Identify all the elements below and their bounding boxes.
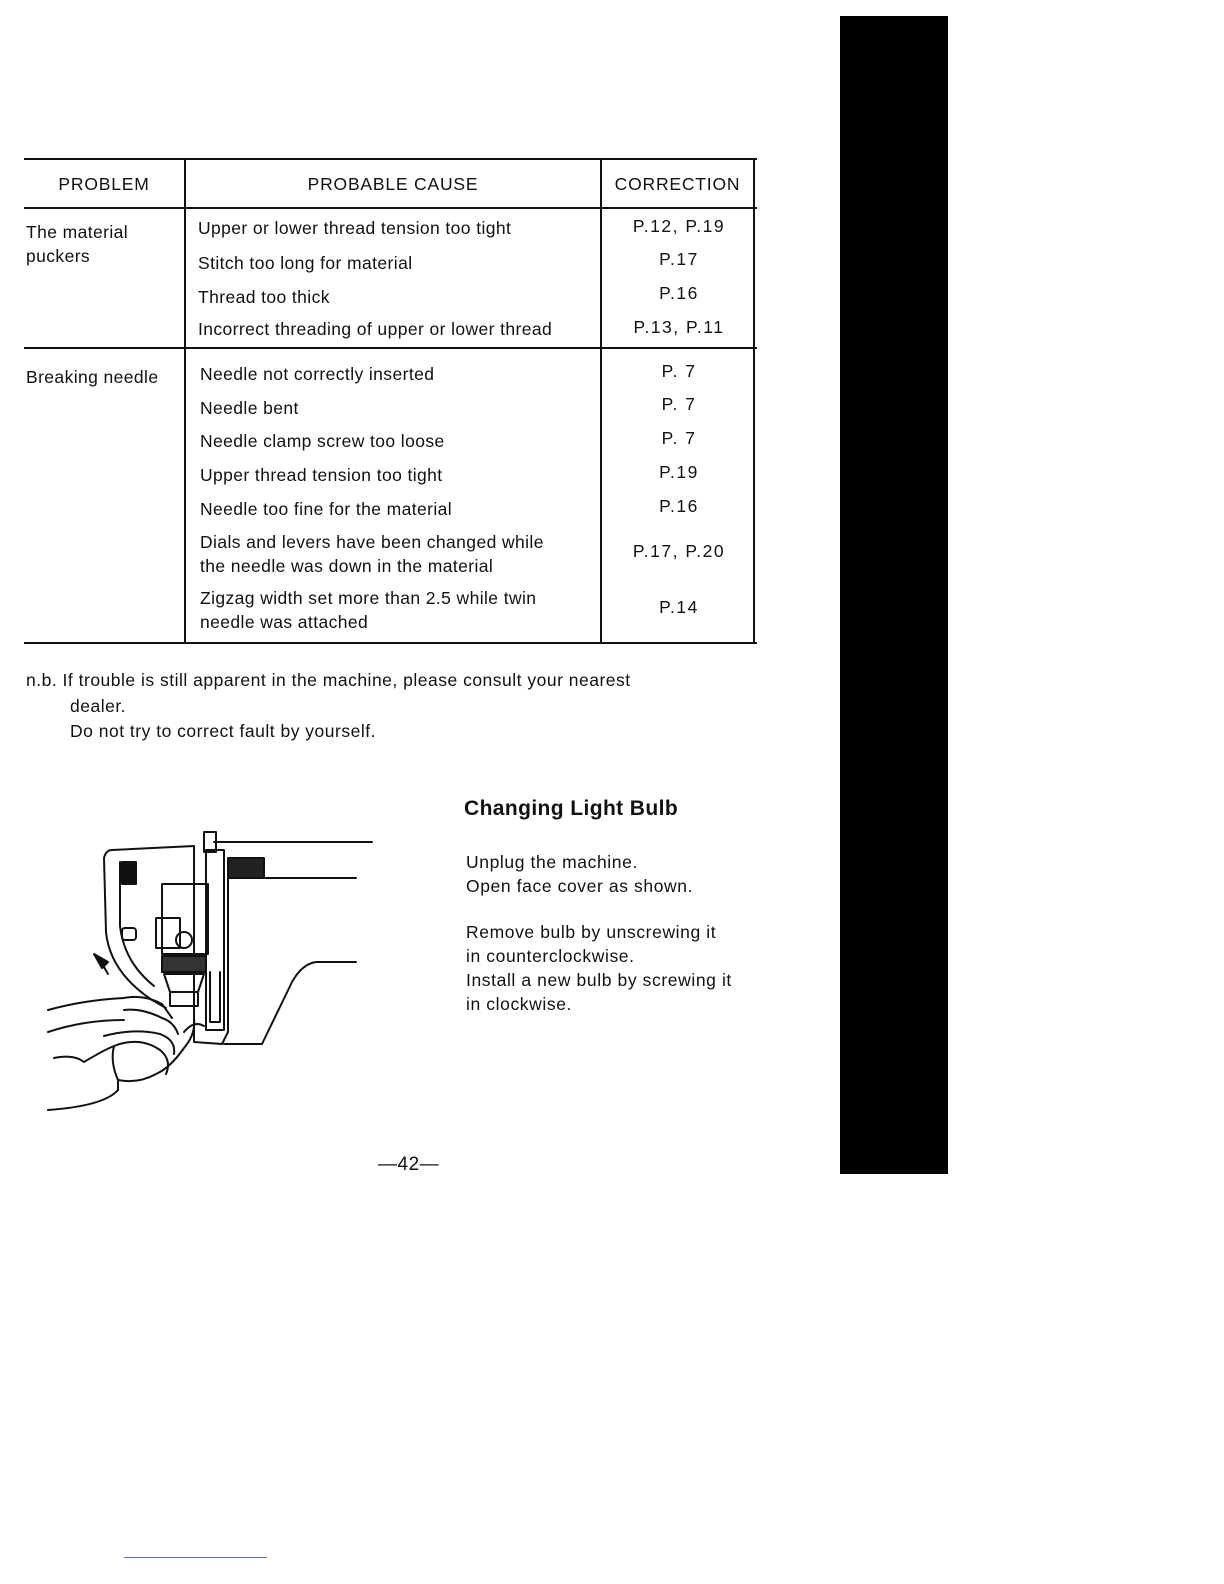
correction-cell: P.16 xyxy=(659,283,699,303)
instruction-paragraph xyxy=(466,850,693,898)
instruction-line: Remove bulb by unscrewing it xyxy=(466,922,717,942)
problem-line: Breaking needle xyxy=(26,367,159,387)
cause-line: Dials and levers have been changed while xyxy=(200,532,544,552)
correction-cell: P.17, P.20 xyxy=(632,541,726,561)
header-problem: PROBLEM xyxy=(58,174,150,194)
correction-cell: P.12, P.19 xyxy=(632,216,726,236)
instruction-line: Open face cover as shown. xyxy=(466,876,694,896)
correction-cell: P.13, P.11 xyxy=(633,317,725,337)
section-title: Changing Light Bulb xyxy=(464,797,679,820)
problem-breaking-needle xyxy=(26,365,158,389)
instruction-line: in counterclockwise. xyxy=(466,946,635,966)
cause-row: Needle not correctly inserted xyxy=(200,364,435,384)
correction-cell: P.17 xyxy=(659,249,699,269)
footer-rule xyxy=(124,1557,267,1558)
cause-row: Needle clamp screw too loose xyxy=(200,431,445,451)
cause-row: Needle too fine for the material xyxy=(200,499,453,519)
note-block xyxy=(26,668,786,745)
page-edge-tab xyxy=(840,16,948,1174)
cause-row: Incorrect threading of upper or lower thread xyxy=(198,319,553,339)
cause-row xyxy=(200,530,610,578)
correction-cell: P.19 xyxy=(659,462,699,482)
table-col-divider xyxy=(184,160,186,644)
problem-material-puckers xyxy=(26,220,128,268)
header-probable-cause: PROBABLE CAUSE xyxy=(307,174,479,194)
note-line: dealer. xyxy=(70,695,127,716)
cause-line: needle was attached xyxy=(200,612,369,632)
instruction-line: Unplug the machine. xyxy=(466,852,638,872)
cause-line: the needle was down in the material xyxy=(200,556,494,576)
instruction-line: in clockwise. xyxy=(466,994,573,1014)
correction-cell: P. 7 xyxy=(661,394,697,414)
instruction-paragraph xyxy=(466,920,732,1016)
problem-line: puckers xyxy=(26,246,91,266)
cause-row xyxy=(200,586,610,634)
cause-line: Zigzag width set more than 2.5 while twin xyxy=(200,588,537,608)
correction-cell: P. 7 xyxy=(661,428,697,448)
correction-cell: P.16 xyxy=(659,496,699,516)
troubleshooting-table xyxy=(24,158,757,644)
instruction-line: Install a new bulb by screwing it xyxy=(466,970,732,990)
note-line: Do not try to correct fault by yourself. xyxy=(70,721,376,741)
cause-row: Stitch too long for material xyxy=(198,253,413,273)
note-line: n.b. If trouble is still apparent in the machine, please consult your nearest xyxy=(26,670,631,690)
face-cover-bulb-illustration xyxy=(44,822,374,1118)
correction-cell: P.14 xyxy=(659,597,699,617)
cause-row: Needle bent xyxy=(200,398,299,418)
cause-row: Upper thread tension too tight xyxy=(200,465,443,485)
table-bottom-rule xyxy=(24,642,757,644)
cause-row: Thread too thick xyxy=(198,287,330,307)
problem-line: The material xyxy=(26,222,129,242)
cause-row: Upper or lower thread tension too tight xyxy=(198,218,512,238)
correction-cell: P. 7 xyxy=(661,361,697,381)
header-correction: CORRECTION xyxy=(614,174,741,194)
page-number: —42— xyxy=(378,1154,440,1175)
table-group-rule xyxy=(24,347,757,349)
